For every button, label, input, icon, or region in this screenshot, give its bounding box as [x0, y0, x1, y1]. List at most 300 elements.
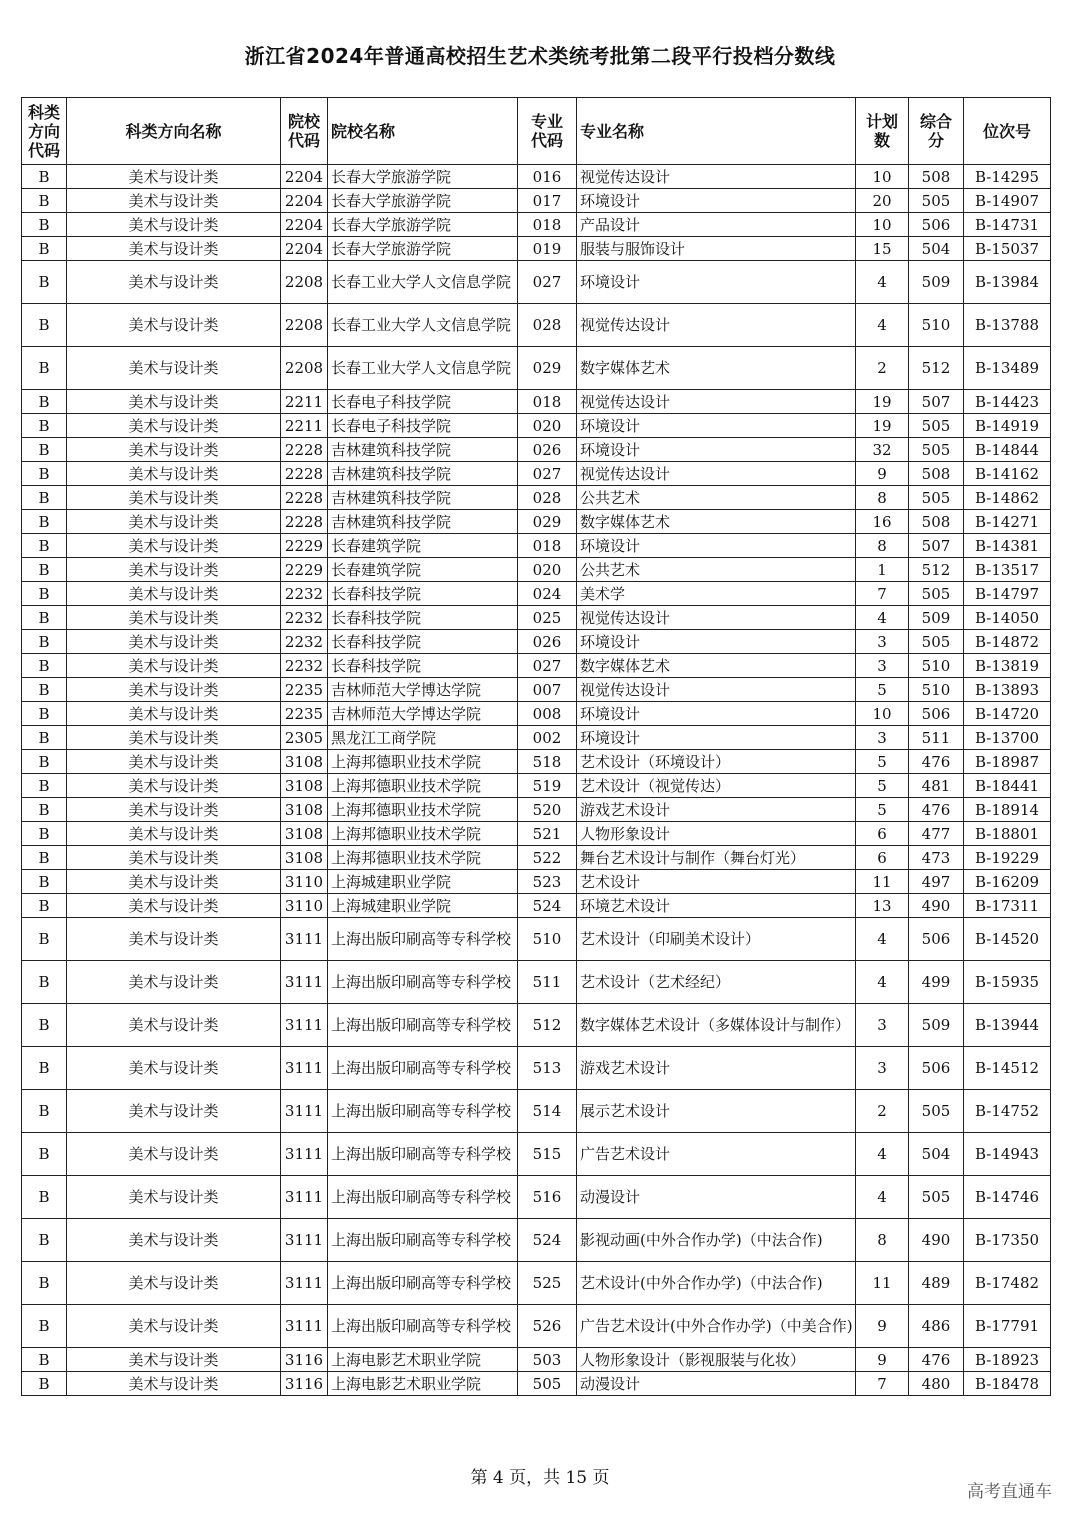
cell-score: 506 [909, 213, 964, 237]
cell-category-code: B [22, 1176, 67, 1219]
cell-major-code: 026 [518, 438, 577, 462]
cell-major-name: 艺术设计（视觉传达） [577, 774, 856, 798]
cell-school-name: 吉林建筑科技学院 [328, 438, 518, 462]
cell-rank: B-13700 [964, 726, 1051, 750]
cell-score: 507 [909, 534, 964, 558]
cell-category-code: B [22, 774, 67, 798]
cell-school-name: 上海邦德职业技术学院 [328, 750, 518, 774]
cell-plan-count: 4 [856, 918, 909, 961]
cell-major-name: 视觉传达设计 [577, 390, 856, 414]
cell-rank: B-14872 [964, 630, 1051, 654]
cell-school-code: 2204 [281, 213, 328, 237]
cell-major-name: 环境设计 [577, 702, 856, 726]
cell-category-code: B [22, 462, 67, 486]
cell-major-code: 519 [518, 774, 577, 798]
cell-category-code: B [22, 1348, 67, 1372]
cell-school-code: 3108 [281, 798, 328, 822]
cell-school-name: 上海邦德职业技术学院 [328, 822, 518, 846]
cell-school-code: 2228 [281, 438, 328, 462]
cell-category-name: 美术与设计类 [67, 390, 281, 414]
cell-school-code: 3111 [281, 1305, 328, 1348]
cell-category-code: B [22, 261, 67, 304]
cell-rank: B-14943 [964, 1133, 1051, 1176]
table-row [22, 261, 1051, 304]
cell-plan-count: 6 [856, 822, 909, 846]
cell-school-name: 吉林建筑科技学院 [328, 510, 518, 534]
cell-major-name: 产品设计 [577, 213, 856, 237]
cell-school-code: 2229 [281, 558, 328, 582]
header-category-name: 科类方向名称 [67, 98, 281, 165]
cell-plan-count: 8 [856, 486, 909, 510]
table-row [22, 678, 1051, 702]
table-row [22, 798, 1051, 822]
cell-category-name: 美术与设计类 [67, 1262, 281, 1305]
cell-plan-count: 3 [856, 1047, 909, 1090]
cell-rank: B-15935 [964, 961, 1051, 1004]
cell-school-name: 上海出版印刷高等专科学校 [328, 1047, 518, 1090]
cell-plan-count: 3 [856, 654, 909, 678]
cell-major-name: 视觉传达设计 [577, 606, 856, 630]
cell-school-code: 2211 [281, 414, 328, 438]
cell-category-name: 美术与设计类 [67, 165, 281, 189]
cell-school-code: 3111 [281, 1133, 328, 1176]
cell-major-code: 019 [518, 237, 577, 261]
cell-major-name: 公共艺术 [577, 558, 856, 582]
table-row [22, 1305, 1051, 1348]
cell-school-code: 3111 [281, 918, 328, 961]
cell-major-code: 020 [518, 414, 577, 438]
table-row [22, 1176, 1051, 1219]
cell-score: 505 [909, 1090, 964, 1133]
cell-major-code: 510 [518, 918, 577, 961]
cell-rank: B-14295 [964, 165, 1051, 189]
cell-school-code: 3108 [281, 774, 328, 798]
cell-school-name: 长春工业大学人文信息学院 [328, 261, 518, 304]
cell-major-name: 影视动画(中外合作办学)（中法合作) [577, 1219, 856, 1262]
cell-school-name: 吉林师范大学博达学院 [328, 678, 518, 702]
cell-school-code: 2228 [281, 486, 328, 510]
cell-rank: B-17482 [964, 1262, 1051, 1305]
table-row [22, 1004, 1051, 1047]
table-header-row [22, 98, 1051, 165]
cell-major-code: 024 [518, 582, 577, 606]
cell-category-code: B [22, 534, 67, 558]
cell-plan-count: 4 [856, 304, 909, 347]
cell-school-name: 长春电子科技学院 [328, 414, 518, 438]
cell-rank: B-14752 [964, 1090, 1051, 1133]
cell-rank: B-13788 [964, 304, 1051, 347]
cell-school-code: 2208 [281, 304, 328, 347]
cell-category-code: B [22, 750, 67, 774]
cell-major-code: 026 [518, 630, 577, 654]
cell-major-name: 艺术设计(中外合作办学)（中法合作) [577, 1262, 856, 1305]
cell-category-code: B [22, 678, 67, 702]
cell-category-code: B [22, 304, 67, 347]
cell-category-name: 美术与设计类 [67, 798, 281, 822]
header-rank: 位次号 [964, 98, 1051, 165]
cell-category-name: 美术与设计类 [67, 1176, 281, 1219]
cell-major-name: 艺术设计（环境设计） [577, 750, 856, 774]
cell-score: 510 [909, 304, 964, 347]
cell-score: 506 [909, 1047, 964, 1090]
cell-major-name: 动漫设计 [577, 1372, 856, 1396]
cell-school-code: 3110 [281, 870, 328, 894]
cell-major-name: 广告艺术设计(中外合作办学)（中美合作) [577, 1305, 856, 1348]
cell-category-code: B [22, 894, 67, 918]
cell-plan-count: 4 [856, 1176, 909, 1219]
cell-rank: B-16209 [964, 870, 1051, 894]
table-row [22, 894, 1051, 918]
cell-major-code: 520 [518, 798, 577, 822]
cell-rank: B-14271 [964, 510, 1051, 534]
cell-category-code: B [22, 213, 67, 237]
cell-major-name: 舞台艺术设计与制作（舞台灯光） [577, 846, 856, 870]
cell-school-name: 长春建筑学院 [328, 558, 518, 582]
cell-score: 477 [909, 822, 964, 846]
cell-school-code: 3110 [281, 894, 328, 918]
table-row [22, 414, 1051, 438]
cell-category-code: B [22, 390, 67, 414]
cell-category-code: B [22, 189, 67, 213]
cell-major-code: 028 [518, 304, 577, 347]
cell-school-name: 长春工业大学人文信息学院 [328, 304, 518, 347]
table-row [22, 846, 1051, 870]
cell-school-name: 吉林师范大学博达学院 [328, 702, 518, 726]
table-row [22, 654, 1051, 678]
cell-category-code: B [22, 846, 67, 870]
cell-major-code: 503 [518, 1348, 577, 1372]
cell-plan-count: 5 [856, 774, 909, 798]
cell-rank: B-14731 [964, 213, 1051, 237]
cell-category-code: B [22, 558, 67, 582]
cell-category-name: 美术与设计类 [67, 654, 281, 678]
cell-school-name: 上海出版印刷高等专科学校 [328, 961, 518, 1004]
cell-school-name: 长春建筑学院 [328, 534, 518, 558]
cell-school-code: 3111 [281, 1219, 328, 1262]
cell-major-name: 视觉传达设计 [577, 678, 856, 702]
cell-plan-count: 8 [856, 1219, 909, 1262]
cell-major-name: 人物形象设计 [577, 822, 856, 846]
cell-major-code: 027 [518, 654, 577, 678]
cell-school-name: 上海出版印刷高等专科学校 [328, 918, 518, 961]
cell-plan-count: 6 [856, 846, 909, 870]
cell-rank: B-14862 [964, 486, 1051, 510]
cell-plan-count: 5 [856, 750, 909, 774]
cell-category-code: B [22, 1004, 67, 1047]
cell-school-code: 2208 [281, 261, 328, 304]
cell-school-code: 3108 [281, 822, 328, 846]
watermark-text: 高考直通车 [967, 1482, 1052, 1502]
cell-school-code: 2204 [281, 165, 328, 189]
cell-rank: B-18923 [964, 1348, 1051, 1372]
cell-major-code: 521 [518, 822, 577, 846]
cell-school-name: 长春大学旅游学院 [328, 189, 518, 213]
cell-category-name: 美术与设计类 [67, 582, 281, 606]
cell-category-code: B [22, 510, 67, 534]
cell-major-name: 游戏艺术设计 [577, 1047, 856, 1090]
cell-school-name: 上海出版印刷高等专科学校 [328, 1305, 518, 1348]
cell-rank: B-17791 [964, 1305, 1051, 1348]
cell-school-name: 上海城建职业学院 [328, 870, 518, 894]
cell-score: 509 [909, 606, 964, 630]
cell-major-name: 人物形象设计（影视服装与化妆） [577, 1348, 856, 1372]
cell-category-code: B [22, 654, 67, 678]
cell-school-code: 2228 [281, 510, 328, 534]
page-footer: 第 4 页，共 15 页 [470, 1468, 610, 1488]
table-row [22, 486, 1051, 510]
cell-major-name: 环境设计 [577, 726, 856, 750]
cell-category-code: B [22, 870, 67, 894]
cell-major-code: 027 [518, 261, 577, 304]
cell-category-name: 美术与设计类 [67, 774, 281, 798]
cell-category-name: 美术与设计类 [67, 213, 281, 237]
cell-school-code: 3111 [281, 1090, 328, 1133]
cell-category-code: B [22, 165, 67, 189]
cell-major-name: 展示艺术设计 [577, 1090, 856, 1133]
cell-plan-count: 19 [856, 390, 909, 414]
cell-major-code: 514 [518, 1090, 577, 1133]
table-row [22, 606, 1051, 630]
cell-score: 505 [909, 438, 964, 462]
table-row [22, 1133, 1051, 1176]
cell-plan-count: 10 [856, 165, 909, 189]
cell-category-code: B [22, 582, 67, 606]
cell-major-code: 020 [518, 558, 577, 582]
table-row [22, 774, 1051, 798]
cell-major-name: 环境设计 [577, 630, 856, 654]
cell-plan-count: 7 [856, 582, 909, 606]
cell-major-code: 518 [518, 750, 577, 774]
cell-category-code: B [22, 438, 67, 462]
cell-score: 505 [909, 414, 964, 438]
cell-plan-count: 32 [856, 438, 909, 462]
table-row [22, 1348, 1051, 1372]
cell-category-code: B [22, 486, 67, 510]
cell-plan-count: 20 [856, 189, 909, 213]
cell-major-name: 环境设计 [577, 261, 856, 304]
cell-category-code: B [22, 726, 67, 750]
cell-major-name: 环境设计 [577, 438, 856, 462]
cell-category-name: 美术与设计类 [67, 304, 281, 347]
cell-rank: B-17311 [964, 894, 1051, 918]
cell-category-code: B [22, 1219, 67, 1262]
cell-major-name: 环境设计 [577, 534, 856, 558]
table-row [22, 347, 1051, 390]
cell-rank: B-13517 [964, 558, 1051, 582]
cell-score: 499 [909, 961, 964, 1004]
cell-school-code: 3111 [281, 961, 328, 1004]
cell-school-code: 2305 [281, 726, 328, 750]
cell-score: 510 [909, 654, 964, 678]
cell-school-code: 3108 [281, 750, 328, 774]
cell-category-name: 美术与设计类 [67, 1133, 281, 1176]
cell-category-code: B [22, 1090, 67, 1133]
cell-rank: B-13984 [964, 261, 1051, 304]
cell-major-code: 526 [518, 1305, 577, 1348]
cell-category-code: B [22, 1305, 67, 1348]
cell-plan-count: 15 [856, 237, 909, 261]
cell-score: 497 [909, 870, 964, 894]
header-school-name: 院校名称 [328, 98, 518, 165]
score-table [21, 97, 1051, 1396]
cell-major-code: 029 [518, 347, 577, 390]
cell-plan-count: 7 [856, 1372, 909, 1396]
cell-rank: B-14844 [964, 438, 1051, 462]
cell-plan-count: 13 [856, 894, 909, 918]
cell-major-code: 018 [518, 213, 577, 237]
cell-category-name: 美术与设计类 [67, 894, 281, 918]
cell-major-name: 广告艺术设计 [577, 1133, 856, 1176]
cell-rank: B-14423 [964, 390, 1051, 414]
table-row [22, 961, 1051, 1004]
cell-category-name: 美术与设计类 [67, 961, 281, 1004]
cell-school-code: 2204 [281, 189, 328, 213]
cell-rank: B-17350 [964, 1219, 1051, 1262]
cell-category-name: 美术与设计类 [67, 870, 281, 894]
header-school-code: 院校代码 [281, 98, 328, 165]
cell-major-name: 艺术设计（印刷美术设计） [577, 918, 856, 961]
cell-school-code: 2235 [281, 678, 328, 702]
cell-rank: B-13893 [964, 678, 1051, 702]
table-row [22, 213, 1051, 237]
cell-score: 504 [909, 1133, 964, 1176]
cell-category-code: B [22, 798, 67, 822]
cell-category-code: B [22, 702, 67, 726]
cell-major-code: 505 [518, 1372, 577, 1396]
cell-score: 509 [909, 261, 964, 304]
cell-major-name: 游戏艺术设计 [577, 798, 856, 822]
cell-school-code: 3111 [281, 1004, 328, 1047]
cell-school-code: 3111 [281, 1047, 328, 1090]
cell-score: 508 [909, 462, 964, 486]
cell-category-name: 美术与设计类 [67, 1219, 281, 1262]
cell-school-name: 长春科技学院 [328, 654, 518, 678]
cell-major-name: 美术学 [577, 582, 856, 606]
cell-rank: B-14050 [964, 606, 1051, 630]
table-row [22, 304, 1051, 347]
cell-major-code: 523 [518, 870, 577, 894]
cell-plan-count: 2 [856, 1090, 909, 1133]
cell-plan-count: 10 [856, 213, 909, 237]
cell-school-code: 3111 [281, 1176, 328, 1219]
cell-rank: B-14512 [964, 1047, 1051, 1090]
table-row [22, 189, 1051, 213]
cell-plan-count: 11 [856, 870, 909, 894]
cell-score: 505 [909, 189, 964, 213]
cell-school-name: 上海邦德职业技术学院 [328, 798, 518, 822]
table-row [22, 1090, 1051, 1133]
cell-score: 490 [909, 1219, 964, 1262]
cell-school-name: 上海邦德职业技术学院 [328, 774, 518, 798]
cell-category-code: B [22, 1372, 67, 1396]
cell-rank: B-14381 [964, 534, 1051, 558]
cell-major-code: 029 [518, 510, 577, 534]
cell-major-name: 公共艺术 [577, 486, 856, 510]
cell-rank: B-14919 [964, 414, 1051, 438]
cell-score: 508 [909, 165, 964, 189]
cell-major-name: 服装与服饰设计 [577, 237, 856, 261]
cell-category-name: 美术与设计类 [67, 1090, 281, 1133]
cell-school-code: 2228 [281, 462, 328, 486]
cell-rank: B-18914 [964, 798, 1051, 822]
cell-category-name: 美术与设计类 [67, 822, 281, 846]
cell-score: 504 [909, 237, 964, 261]
cell-category-code: B [22, 918, 67, 961]
cell-major-name: 动漫设计 [577, 1176, 856, 1219]
cell-school-name: 长春科技学院 [328, 630, 518, 654]
cell-category-name: 美术与设计类 [67, 1348, 281, 1372]
table-row [22, 534, 1051, 558]
cell-score: 505 [909, 582, 964, 606]
cell-plan-count: 4 [856, 1133, 909, 1176]
cell-score: 480 [909, 1372, 964, 1396]
table-row [22, 462, 1051, 486]
page-title: 浙江省2024年普通高校招生艺术类统考批第二段平行投档分数线 [244, 44, 836, 68]
cell-school-name: 上海出版印刷高等专科学校 [328, 1090, 518, 1133]
cell-plan-count: 4 [856, 961, 909, 1004]
cell-major-name: 环境设计 [577, 189, 856, 213]
table-row [22, 918, 1051, 961]
table-row [22, 438, 1051, 462]
cell-plan-count: 2 [856, 347, 909, 390]
cell-score: 489 [909, 1262, 964, 1305]
cell-score: 505 [909, 486, 964, 510]
cell-major-code: 513 [518, 1047, 577, 1090]
cell-school-name: 长春大学旅游学院 [328, 165, 518, 189]
cell-rank: B-14797 [964, 582, 1051, 606]
cell-score: 508 [909, 510, 964, 534]
cell-major-name: 数字媒体艺术 [577, 510, 856, 534]
table-row [22, 822, 1051, 846]
cell-category-code: B [22, 1262, 67, 1305]
cell-category-name: 美术与设计类 [67, 438, 281, 462]
table-row [22, 390, 1051, 414]
cell-major-name: 艺术设计（艺术经纪） [577, 961, 856, 1004]
cell-rank: B-13944 [964, 1004, 1051, 1047]
cell-plan-count: 11 [856, 1262, 909, 1305]
cell-school-name: 上海出版印刷高等专科学校 [328, 1004, 518, 1047]
cell-school-code: 2229 [281, 534, 328, 558]
cell-category-name: 美术与设计类 [67, 678, 281, 702]
cell-score: 512 [909, 558, 964, 582]
cell-school-name: 长春科技学院 [328, 606, 518, 630]
cell-school-name: 上海邦德职业技术学院 [328, 846, 518, 870]
table-row [22, 702, 1051, 726]
cell-score: 505 [909, 630, 964, 654]
table-row [22, 558, 1051, 582]
cell-category-code: B [22, 347, 67, 390]
cell-school-name: 上海出版印刷高等专科学校 [328, 1133, 518, 1176]
cell-category-name: 美术与设计类 [67, 750, 281, 774]
table-row [22, 726, 1051, 750]
cell-major-code: 025 [518, 606, 577, 630]
cell-plan-count: 1 [856, 558, 909, 582]
cell-category-name: 美术与设计类 [67, 558, 281, 582]
cell-category-name: 美术与设计类 [67, 510, 281, 534]
cell-school-code: 2211 [281, 390, 328, 414]
cell-score: 481 [909, 774, 964, 798]
cell-plan-count: 3 [856, 630, 909, 654]
cell-major-code: 511 [518, 961, 577, 1004]
cell-plan-count: 3 [856, 726, 909, 750]
cell-rank: B-19229 [964, 846, 1051, 870]
cell-rank: B-18987 [964, 750, 1051, 774]
cell-plan-count: 8 [856, 534, 909, 558]
cell-school-code: 3116 [281, 1348, 328, 1372]
cell-school-code: 3111 [281, 1262, 328, 1305]
cell-category-code: B [22, 237, 67, 261]
cell-school-code: 2232 [281, 606, 328, 630]
